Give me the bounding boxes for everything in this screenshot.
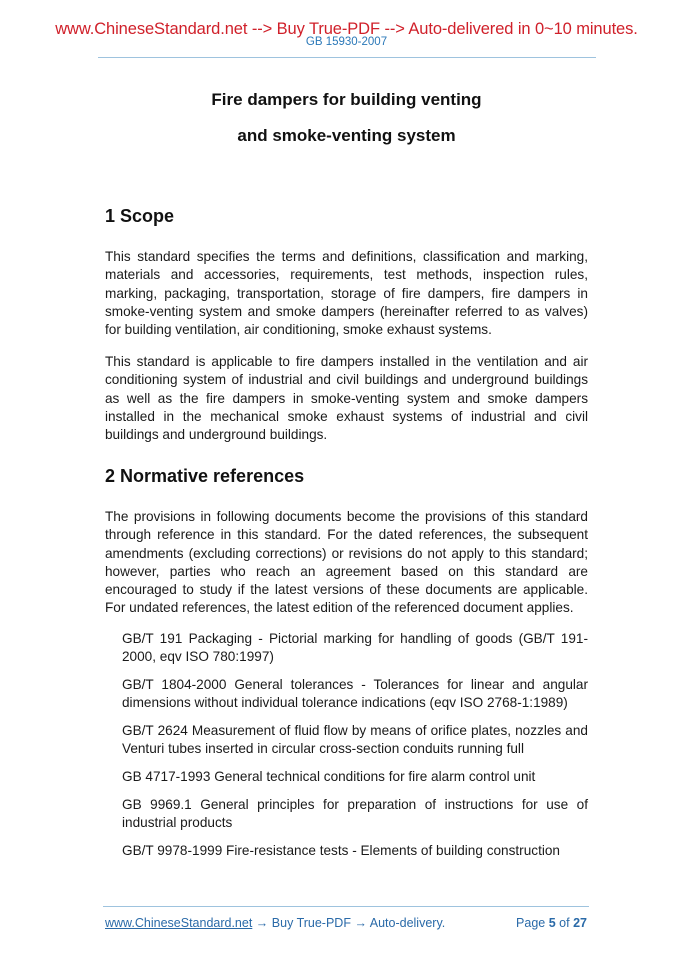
document-title-line-1: Fire dampers for building venting bbox=[211, 90, 482, 109]
scope-paragraph-1: This standard specifies the terms and definitions, classification and marking, materials and accessories, requirements, test methods, inspection rules, marking, packaging, transportation, storage of fire dampers, fire dampers in smoke-venting system and smoke dampers (hereinafter referred to as valves) for building ventilation, air conditioning, smoke exhaust systems. bbox=[105, 249, 588, 338]
reference-item: GB/T 9978-1999 Fire-resistance tests - Elements of building construction bbox=[122, 843, 560, 859]
total-pages-number: 27 bbox=[573, 916, 587, 930]
section-heading-normative-references: 2 Normative references bbox=[105, 466, 305, 486]
reference-item: GB 4717-1993 General technical conditions for fire alarm control unit bbox=[122, 769, 536, 785]
footer-site-link[interactable]: www.ChineseStandard.net bbox=[105, 916, 253, 930]
arrow-right-icon: → bbox=[255, 916, 269, 930]
arrow-right-icon: → bbox=[354, 916, 367, 930]
reference-item: GB 9969.1 General principles for preparation of instructions for use of industrial products bbox=[122, 797, 588, 831]
header-divider bbox=[98, 57, 596, 58]
of-label: of bbox=[559, 916, 570, 930]
page-label: Page bbox=[516, 916, 546, 930]
promo-banner-link[interactable]: www.ChineseStandard.net --> Buy True-PDF --> Auto-delivered in 0~10 minutes. bbox=[55, 20, 638, 38]
document-title-line-2: and smoke-venting system bbox=[237, 126, 456, 145]
footer-divider bbox=[103, 906, 589, 907]
footer-promo bbox=[105, 915, 445, 931]
reference-item: GB/T 2624 Measurement of fluid flow by means of orifice plates, nozzles and Venturi tubes inserted in circular cross-section conduits running full bbox=[122, 723, 588, 757]
section-heading-scope: 1 Scope bbox=[105, 206, 175, 226]
document-title bbox=[0, 82, 693, 154]
document-code: GB 15930-2007 bbox=[305, 36, 388, 48]
current-page-number: 5 bbox=[548, 916, 556, 930]
reference-item: GB/T 191 Packaging - Pictorial marking for handling of goods (GB/T 191-2000, eqv ISO 780:1997) bbox=[122, 631, 588, 665]
reference-item: GB/T 1804-2000 General tolerances - Tolerances for linear and angular dimensions without individual tolerance indications (eqv ISO 2768-1:1989) bbox=[122, 677, 588, 711]
footer-buy-text: Buy True-PDF bbox=[271, 916, 351, 930]
footer-delivery-text: Auto-delivery. bbox=[369, 916, 446, 930]
reference-list bbox=[122, 630, 588, 870]
page-indicator bbox=[516, 915, 587, 931]
scope-paragraph-2: This standard is applicable to fire dampers installed in the ventilation and air conditioning system of industrial and civil buildings and underground buildings as well as the fire dampers in smoke-venting system and smoke dampers installed in the mechanical smoke exhaust systems of industrial and civil buildings and underground buildings. bbox=[105, 354, 588, 443]
normative-references-intro: The provisions in following documents become the provisions of this standard through reference in this standard. For the dated references, the subsequent amendments (excluding corrections) or revisions do not apply to this standard; however, parties who reach an agreement based on this standard are encouraged to study if the latest versions of these documents are applicable. For undated references, the latest edition of the referenced document applies. bbox=[105, 509, 588, 616]
